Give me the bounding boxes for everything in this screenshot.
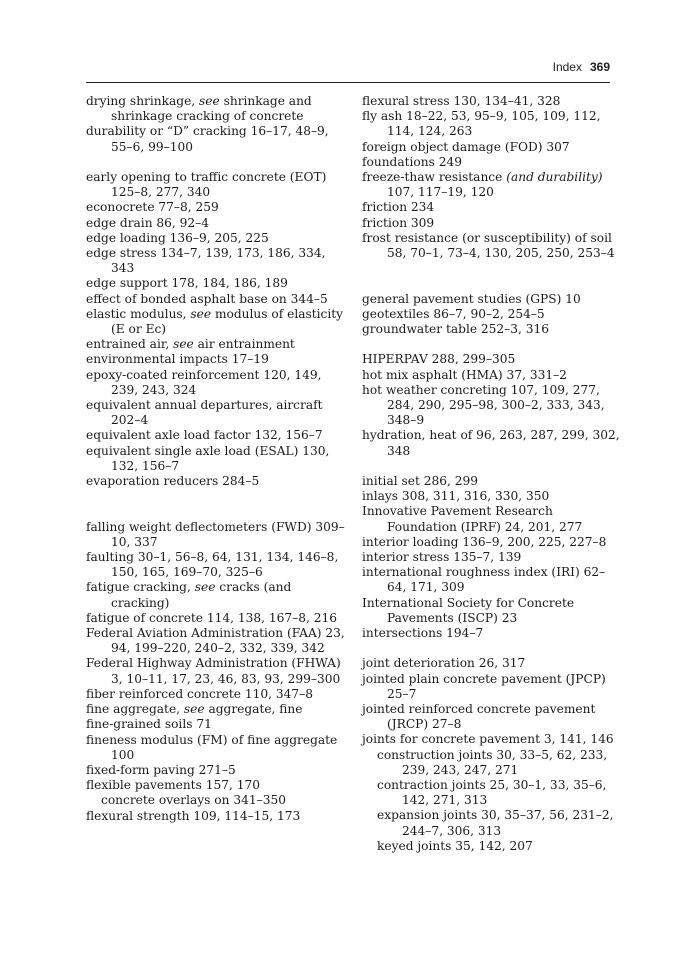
index-entry: HIPERPAV 288, 299–305 bbox=[362, 352, 516, 367]
index-entry: friction 234 bbox=[362, 200, 435, 215]
index-entry: faulting 30–1, 56–8, 64, 131, 134, 146–8, 150, 165, 169–70, 325–6 bbox=[86, 550, 339, 580]
index-entry: Federal Highway Administration (FHWA) 3, 10–11, 17, 23, 46, 83, 93, 299–300 bbox=[86, 656, 341, 686]
index-entry: equivalent axle load factor 132, 156–7 bbox=[86, 428, 323, 443]
running-header bbox=[86, 60, 610, 83]
letter-group-gap bbox=[86, 489, 348, 519]
index-entry: fine-grained soils 71 bbox=[86, 717, 212, 732]
header-label bbox=[553, 60, 610, 74]
index-entry: geotextiles 86–7, 90–2, 254–5 bbox=[362, 306, 545, 321]
index-entry: evaporation reducers 284–5 bbox=[86, 474, 260, 489]
letter-group-gap bbox=[362, 337, 624, 352]
index-entry: hot weather concreting 107, 109, 277, 284, 290, 295–98, 300–2, 333, 343, 348–9 bbox=[362, 382, 605, 428]
index-entry: edge loading 136–9, 205, 225 bbox=[86, 230, 269, 245]
index-entry: friction 309 bbox=[362, 215, 435, 230]
index-entry: fatigue of concrete 114, 138, 167–8, 216 bbox=[86, 610, 338, 625]
index-entry: fixed-form paving 271–5 bbox=[86, 762, 236, 777]
index-entry: edge support 178, 184, 186, 189 bbox=[86, 276, 288, 291]
letter-group-gap bbox=[86, 155, 348, 170]
index-entry: foreign object damage (FOD) 307 bbox=[362, 139, 570, 154]
index-entry: econocrete 77–8, 259 bbox=[86, 200, 219, 215]
index-entry: hydration, heat of 96, 263, 287, 299, 302, 348 bbox=[362, 428, 620, 458]
index-entry: intersections 194–7 bbox=[362, 626, 484, 641]
index-entry: general pavement studies (GPS) 10 bbox=[362, 291, 581, 306]
header-section: Index bbox=[552, 60, 582, 74]
index-entry: drying shrinkage, see shrinkage and shrinkage cracking of concrete bbox=[86, 94, 312, 124]
index-entry: early opening to traffic concrete (EOT) 125–8, 277, 340 bbox=[86, 170, 327, 200]
index-entry: jointed reinforced concrete pavement (JRCP) 27–8 bbox=[362, 702, 596, 732]
index-column-left bbox=[86, 94, 348, 824]
index-entry: International Society for Concrete Pavements (ISCP) 23 bbox=[362, 595, 575, 625]
index-entry: equivalent annual departures, aircraft 202–4 bbox=[86, 398, 323, 428]
letter-group-gap bbox=[362, 261, 624, 291]
index-entry: interior loading 136–9, 200, 225, 227–8 bbox=[362, 534, 607, 549]
index-entry: environmental impacts 17–19 bbox=[86, 352, 269, 367]
letter-group-gap bbox=[362, 459, 624, 474]
index-entry: frost resistance (or susceptibility) of soil 58, 70–1, 73–4, 130, 205, 250, 253–4 bbox=[362, 230, 615, 261]
index-entry: equivalent single axle load (ESAL) 130, 132, 156–7 bbox=[86, 443, 330, 473]
index-entry: effect of bonded asphalt base on 344–5 bbox=[86, 291, 328, 306]
index-entry: joint deterioration 26, 317 bbox=[362, 656, 526, 671]
index-entry: Innovative Pavement Research Foundation (IPRF) 24, 201, 277 bbox=[362, 504, 583, 534]
index-entry: fineness modulus (FM) of fine aggregate 100 bbox=[86, 732, 338, 762]
header-page-number: 369 bbox=[589, 60, 610, 74]
index-entry: initial set 286, 299 bbox=[362, 474, 478, 489]
letter-group-gap bbox=[362, 641, 624, 656]
index-entry: inlays 308, 311, 316, 330, 350 bbox=[362, 489, 550, 504]
index-subentry: contraction joints 25, 30–1, 33, 35–6, 142, 271, 313 bbox=[377, 778, 607, 808]
index-entry: hot mix asphalt (HMA) 37, 331–2 bbox=[362, 367, 567, 382]
index-subentry: construction joints 30, 33–5, 62, 233, 239, 243, 247, 271 bbox=[377, 747, 608, 777]
index-entry: international roughness index (IRI) 62–64, 171, 309 bbox=[362, 565, 606, 595]
index-entry: falling weight deflectometers (FWD) 309–10, 337 bbox=[86, 519, 345, 549]
index-entry: elastic modulus, see modulus of elasticity (E or Ec) bbox=[86, 306, 344, 337]
index-entry: fatigue cracking, see cracks (and cracking) bbox=[86, 580, 292, 610]
index-entry: foundations 249 bbox=[362, 154, 462, 169]
index-entry: groundwater table 252–3, 316 bbox=[362, 322, 550, 337]
index-subentry: concrete overlays on 341–350 bbox=[101, 793, 286, 808]
index-entry: Federal Aviation Administration (FAA) 23, 94, 199–220, 240–2, 332, 339, 342 bbox=[86, 626, 345, 656]
index-subentry: keyed joints 35, 142, 207 bbox=[377, 838, 533, 853]
index-entry: durability or “D” cracking 16–17, 48–9, 55–6, 99–100 bbox=[86, 124, 329, 154]
index-entry: edge stress 134–7, 139, 173, 186, 334, 343 bbox=[86, 246, 326, 276]
index-entry: edge drain 86, 92–4 bbox=[86, 215, 210, 230]
index-column-right bbox=[362, 94, 624, 854]
index-entry: fiber reinforced concrete 110, 347–8 bbox=[86, 686, 313, 701]
index-entry: flexural strength 109, 114–15, 173 bbox=[86, 808, 301, 823]
index-entry: entrained air, see air entrainment bbox=[86, 337, 295, 352]
index-entry: interior stress 135–7, 139 bbox=[362, 550, 522, 565]
index-entry: jointed plain concrete pavement (JPCP) 25–7 bbox=[362, 671, 606, 701]
index-entry: fine aggregate, see aggregate, fine bbox=[86, 702, 303, 717]
index-subentry: expansion joints 30, 35–37, 56, 231–2, 244–7, 306, 313 bbox=[377, 808, 614, 838]
index-entry: flexural stress 130, 134–41, 328 bbox=[362, 94, 561, 108]
index-entry: flexible pavements 157, 170 bbox=[86, 778, 260, 793]
index-entry: joints for concrete pavement 3, 141, 146 bbox=[362, 732, 614, 747]
index-entry: fly ash 18–22, 53, 95–9, 105, 109, 112, 114, 124, 263 bbox=[362, 109, 601, 139]
index-entry: epoxy-coated reinforcement 120, 149, 239, 243, 324 bbox=[86, 367, 322, 397]
index-entry: freeze-thaw resistance (and durability) 107, 117–19, 120 bbox=[362, 170, 603, 200]
